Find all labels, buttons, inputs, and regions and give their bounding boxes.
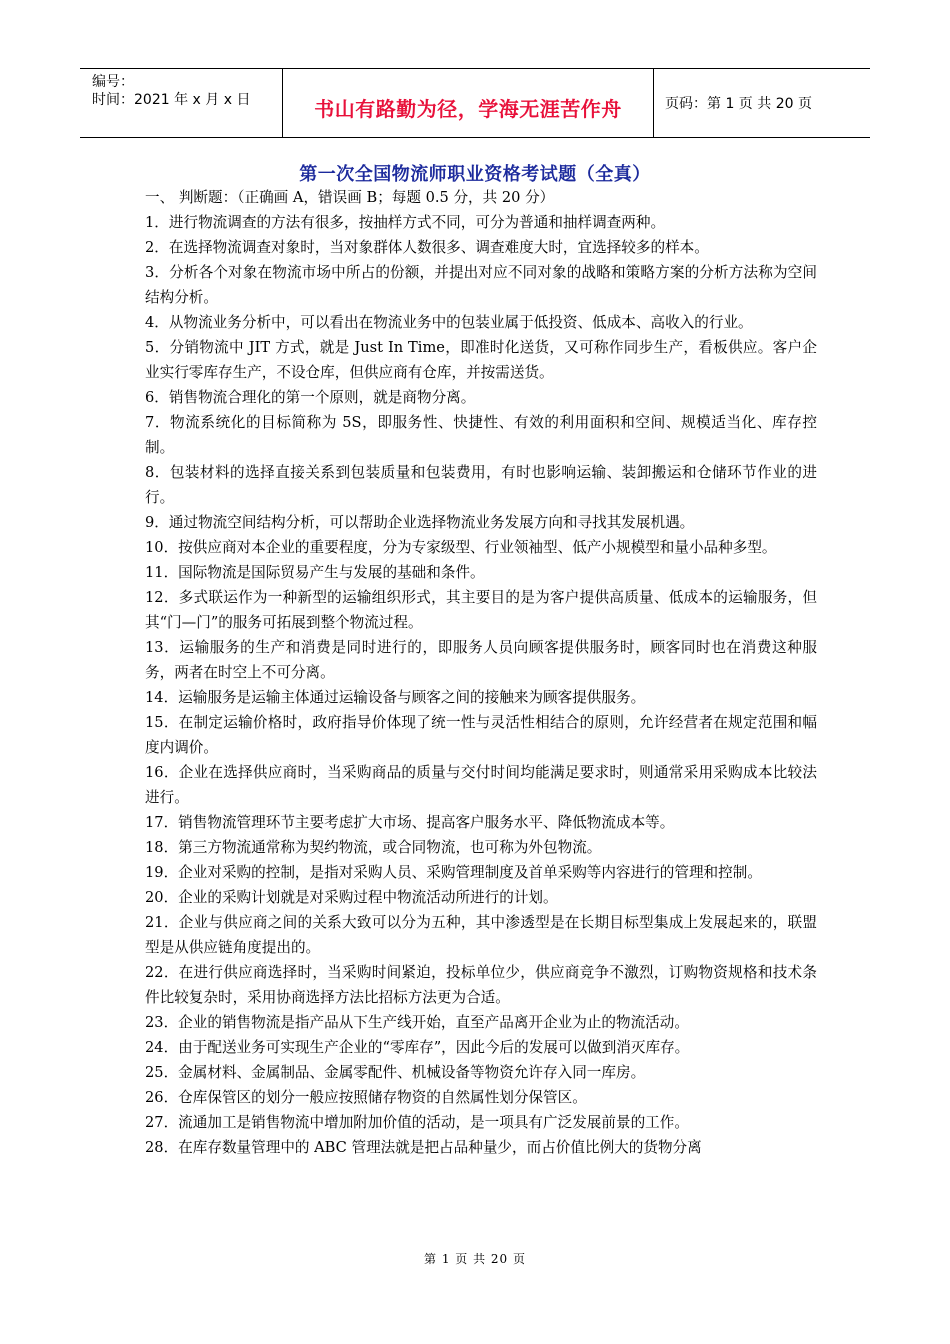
question-item: 17．销售物流管理环节主要考虑扩大市场、提高客户服务水平、降低物流成本等。 [145,814,675,831]
question-section [145,186,817,1160]
section-heading: 一、 判断题：（正确画 A，错误画 B；每题 0.5 分，共 20 分） [145,189,555,206]
question-item: 26．仓库保管区的划分一般应按照储存物资的自然属性划分保管区。 [145,1089,587,1106]
header-motto-cell [282,69,654,137]
question-item: 21．企业与供应商之间的关系大致可以分为五种，其中渗透型是在长期目标型集成上发展起来的，联盟型是从供应链角度提出的。 [145,914,817,956]
question-item: 2．在选择物流调查对象时，当对象群体人数很多、调查难度大时，宜选择较多的样本。 [145,239,709,256]
question-item: 28．在库存数量管理中的 ABC 管理法就是把占品种量少，而占价值比例大的货物分离 [145,1139,702,1156]
question-item: 7．物流系统化的目标简称为 5S，即服务性、快捷性、有效的利用面积和空间、规模适当化、库存控制。 [145,414,817,456]
question-item: 14．运输服务是运输主体通过运输设备与顾客之间的接触来为顾客提供服务。 [145,689,646,706]
question-item: 22．在进行供应商选择时，当采购时间紧迫，投标单位少，供应商竞争不激烈，订购物资规格和技术条件比较复杂时，采用协商选择方法比招标方法更为合适。 [145,964,817,1006]
question-item: 9．通过物流空间结构分析，可以帮助企业选择物流业务发展方向和寻找其发展机遇。 [145,514,695,531]
question-item: 20．企业的采购计划就是对采购过程中物流活动所进行的计划。 [145,889,558,906]
document-date: 时间：2021 年 x 月 x 日 [92,92,251,108]
question-item: 8．包装材料的选择直接关系到包装质量和包装费用，有时也影响运输、装卸搬运和仓储环节作业的进行。 [145,464,817,506]
question-item: 27．流通加工是销售物流中增加附加价值的活动，是一项具有广泛发展前景的工作。 [145,1114,689,1131]
question-item: 18．第三方物流通常称为契约物流，或合同物流，也可称为外包物流。 [145,839,602,856]
question-list [145,210,817,1160]
question-item: 15．在制定运输价格时，政府指导价体现了统一性与灵活性相结合的原则，允许经营者在规定范围和幅度内调价。 [145,714,817,756]
question-item: 16．企业在选择供应商时，当采购商品的质量与交付时间均能满足要求时，则通常采用采购成本比较法进行。 [145,764,817,806]
question-item: 5．分销物流中 JIT 方式，就是 Just In Time，即准时化送货，又可称作同步生产，看板供应。客户企业实行零库存生产，不设仓库，但供应商有仓库，并按需送货。 [145,339,817,381]
question-item: 13．运输服务的生产和消费是同时进行的，即服务人员向顾客提供服务时，顾客同时也在消费这种服务，两者在时空上不可分离。 [145,639,817,681]
question-item: 12．多式联运作为一种新型的运输组织形式，其主要目的是为客户提供高质量、低成本的运输服务，但其“门—门”的服务可拓展到整个物流过程。 [145,589,817,631]
question-item: 3．分析各个对象在物流市场中所占的份额，并提出对应不同对象的战略和策略方案的分析方法称为空间结构分析。 [145,264,817,306]
page-footer: 第 1 页 共 20 页 [424,1252,526,1266]
question-item: 24．由于配送业务可实现生产企业的“零库存”，因此今后的发展可以做到消灭库存。 [145,1039,690,1056]
question-item: 4．从物流业务分析中，可以看出在物流业务中的包装业属于低投资、低成本、高收入的行业。 [145,314,753,331]
document-header [80,68,870,138]
question-item: 10．按供应商对本企业的重要程度，分为专家级型、行业领袖型、低产小规模型和量小品种多型。 [145,539,777,556]
question-item: 6．销售物流合理化的第一个原则，就是商物分离。 [145,389,476,406]
question-item: 23．企业的销售物流是指产品从下生产线开始，直至产品离开企业为止的物流活动。 [145,1014,689,1031]
motto: 书山有路勤为径，学海无涯苦作舟 [314,97,622,121]
document-number-label: 编号： [92,74,134,90]
document-title: 第一次全国物流师职业资格考试题（全真） [299,164,651,185]
question-item: 19．企业对采购的控制，是指对采购人员、采购管理制度及首单采购等内容进行的管理和控制。 [145,864,762,881]
question-item: 11．国际物流是国际贸易产生与发展的基础和条件。 [145,564,485,581]
header-page-cell [653,69,870,137]
header-meta-cell [80,69,282,137]
question-item: 1．进行物流调查的方法有很多，按抽样方式不同，可分为普通和抽样调查两种。 [145,214,666,231]
page-info: 页码：第 1 页 共 20 页 [665,96,812,112]
question-item: 25．金属材料、金属制品、金属零配件、机械设备等物资允许存入同一库房。 [145,1064,646,1081]
